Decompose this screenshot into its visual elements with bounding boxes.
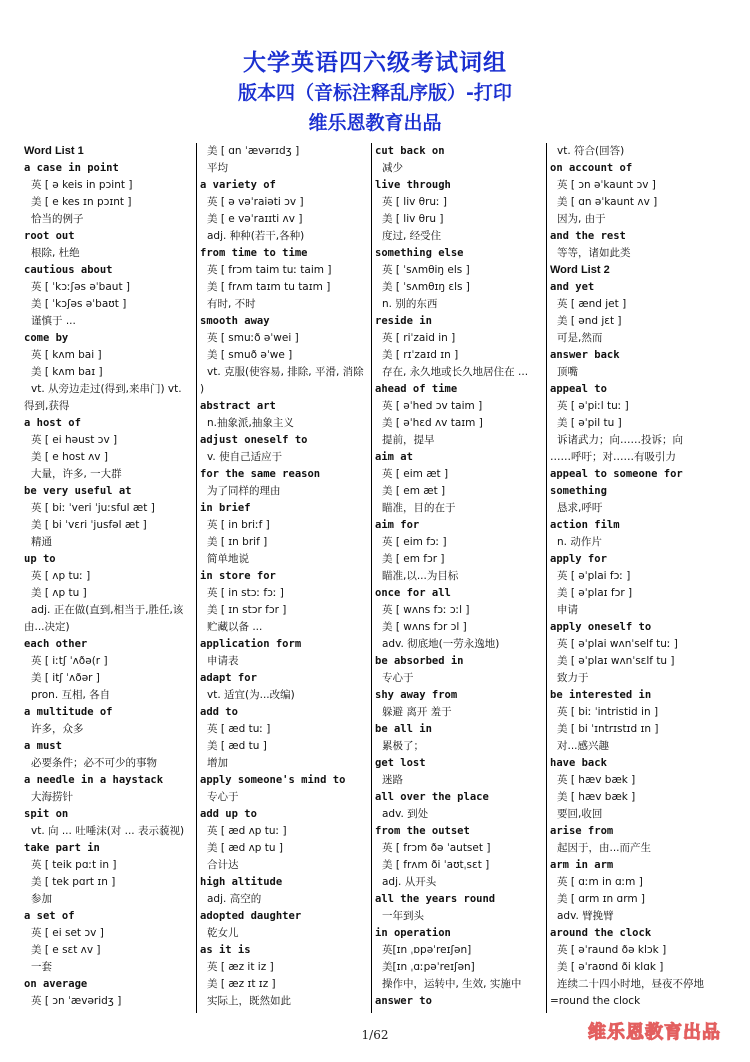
phrase-detail: 英 [ æd tuː ] <box>207 723 271 735</box>
phrase-detail: 美 [ rɪˈzaɪd ɪn ] <box>382 349 459 361</box>
phrase-detail: 美 [ em æt ] <box>382 485 446 497</box>
phrase-detail: 一套 <box>31 961 52 973</box>
phrase-detail: 大海捞针 <box>31 791 73 803</box>
phrase-term: apply for <box>550 553 607 565</box>
phrase-term: arm in arm <box>550 859 614 871</box>
phrase-detail: 等等，诸如此类 <box>557 247 631 259</box>
phrase-term: answer back <box>550 349 620 361</box>
phrase-detail: 英 [ əˈplai fɔː ] <box>557 570 631 582</box>
phrase-detail: 美 [ e sɛt ʌv ] <box>31 944 101 956</box>
phrase-term: and the rest <box>550 230 626 242</box>
phrase-detail: 专心于 <box>382 672 414 684</box>
phrase-detail: 许多，众多 <box>31 723 84 735</box>
phrase-term: a set of <box>24 910 75 922</box>
phrase-term: a needle in a haystack <box>24 774 164 786</box>
phrase-detail: 美 [ e vəˈraɪɪti ʌv ] <box>207 213 303 225</box>
phrase-term: all over the place <box>375 791 489 803</box>
phrase-detail: 瞄准，目的在于 <box>382 502 456 514</box>
phrase-detail: 英 [ kʌm bai ] <box>31 349 102 361</box>
column-divider <box>546 143 547 1013</box>
phrase-detail: n.抽象派,抽象主义 <box>207 417 294 429</box>
phrase-detail: 英 [ teik pɑːt in ] <box>31 859 117 871</box>
phrase-detail: 英 [ in stɔː fɔː ] <box>207 587 284 599</box>
phrase-term: get lost <box>375 757 426 769</box>
phrase-detail: 英 [ ə vəˈraiəti ɔv ] <box>207 196 304 208</box>
phrase-detail: 申请表 <box>207 655 239 667</box>
phrase-detail: 英 [ əˈpiːl tuː ] <box>557 400 629 412</box>
phrase-detail: 减少 <box>382 162 403 174</box>
phrase-term: be interested in <box>550 689 652 701</box>
phrase-term: adapt for <box>200 672 257 684</box>
phrase-term: high altitude <box>200 876 283 888</box>
phrase-term: something else <box>375 247 464 259</box>
phrase-term: on account of <box>550 162 633 174</box>
phrase-term: as it is <box>200 944 251 956</box>
phrase-term: appeal to <box>550 383 607 395</box>
vocab-column-3 <box>375 143 545 1013</box>
phrase-detail: 根除, 杜绝 <box>31 247 80 259</box>
phrase-detail: 操作中，运转中, 生效, 实施中 <box>382 978 522 990</box>
phrase-detail: 英 [ riˈzaid in ] <box>382 332 456 344</box>
phrase-detail: 增加 <box>207 757 228 769</box>
phrase-detail: 美 [ frʌm ði ˈaʊtˌsɛt ] <box>382 859 490 871</box>
phrase-detail: 美 [ əˈplaɪ fɔr ] <box>557 587 633 599</box>
phrase-detail: 英[ɪn ˌɒpəˈreɪʃən] <box>382 944 472 956</box>
phrase-term: appeal to someone for <box>550 468 683 480</box>
phrase-term: application form <box>200 638 302 650</box>
phrase-detail: vt. 符合(回答) <box>557 145 625 157</box>
phrase-detail: 贮藏以备 ... <box>207 621 263 633</box>
phrase-detail: 美 [ itʃ ˈʌðər ] <box>31 672 100 684</box>
phrase-term: a multitude of <box>24 706 113 718</box>
phrase-detail: 英 [ əˈraund ðə klɔk ] <box>557 944 667 956</box>
phrase-detail: adv. 彻底地(一劳永逸地) <box>382 638 500 650</box>
phrase-detail: v. 使自己适应于 <box>207 451 283 463</box>
phrase-detail: n. 别的东西 <box>382 298 438 310</box>
phrase-detail: 可是,然而 <box>557 332 603 344</box>
phrase-detail: 英 [ əˈhed ɔv taim ] <box>382 400 483 412</box>
phrase-detail: 提前，提早 <box>382 434 435 446</box>
phrase-term: a host of <box>24 417 81 429</box>
phrase-detail: 美 [ e host ʌv ] <box>31 451 108 463</box>
phrase-detail: 乾女儿 <box>207 927 239 939</box>
phrase-detail: 美 [ kʌm baɪ ] <box>31 366 103 378</box>
phrase-term: root out <box>24 230 75 242</box>
phrase-detail: 连续二十四小时地，昼夜不停地 <box>557 978 704 990</box>
phrase-detail: 美 [ wʌns fɔr ɔl ] <box>382 621 467 633</box>
phrase-term: come by <box>24 332 69 344</box>
phrase-detail: 有时, 不时 <box>207 298 256 310</box>
column-divider <box>196 143 197 1013</box>
phrase-detail: 英 [ biː ˈintristid in ] <box>557 706 659 718</box>
phrase-term: something <box>550 485 607 497</box>
phrase-term: cautious about <box>24 264 113 276</box>
phrase-detail: 英 [ ei həust ɔv ] <box>31 434 118 446</box>
phrase-term: around the clock <box>550 927 652 939</box>
phrase-term: take part in <box>24 842 100 854</box>
phrase-detail: 英 [ æz it iz ] <box>207 961 274 973</box>
phrase-term: all the years round <box>375 893 496 905</box>
phrase-detail-continued: 由...决定) <box>24 621 70 633</box>
phrase-detail: 一年到头 <box>382 910 424 922</box>
phrase-detail: adj. 从开头 <box>382 876 437 888</box>
vocab-column-1 <box>24 143 194 1013</box>
phrase-term: apply someone's mind to <box>200 774 346 786</box>
phrase-detail: 美 [ ɑn əˈkaunt ʌv ] <box>557 196 658 208</box>
word-list-heading: Word List 2 <box>550 264 610 276</box>
phrase-detail: 美 [ em fɔr ] <box>382 553 445 565</box>
phrase-term: for the same reason <box>200 468 321 480</box>
phrase-term: aim at <box>375 451 413 463</box>
phrase-detail: 起因于，由...而产生 <box>557 842 652 854</box>
phrase-detail-continued: ……呼吁；对……有吸引力 <box>550 451 676 463</box>
phrase-detail-continued: ) <box>200 383 205 395</box>
phrase-term: be all in <box>375 723 432 735</box>
phrase-detail: 恳求,呼吁 <box>557 502 603 514</box>
phrase-detail: 美 [ ɑn ˈævərɪdʒ ] <box>207 145 300 157</box>
phrase-detail: adj. 种种(若干,各种) <box>207 230 305 242</box>
phrase-detail: 美 [ bi ˈɪntrɪstɪd ɪn ] <box>557 723 659 735</box>
phrase-detail: 美 [ əˈhɛd ʌv taɪm ] <box>382 417 483 429</box>
phrase-term: in store for <box>200 570 276 582</box>
phrase-detail: 英 [ ei set ɔv ] <box>31 927 104 939</box>
phrase-term: from the outset <box>375 825 470 837</box>
phrase-term: add to <box>200 706 238 718</box>
phrase-detail: 致力于 <box>557 672 589 684</box>
phrase-detail: 申请 <box>557 604 578 616</box>
phrase-detail: 度过, 经受住 <box>382 230 442 242</box>
phrase-detail: 英 [ biː ˈveri ˈjuːsful æt ] <box>31 502 155 514</box>
phrase-term: arise from <box>550 825 614 837</box>
phrase-detail: 美 [ əˈplaɪ wʌnˈsɛlf tu ] <box>557 655 675 667</box>
phrase-detail: 诉诸武力；向……投诉；向 <box>557 434 683 446</box>
word-list-heading: Word List 1 <box>24 145 84 157</box>
phrase-term: from time to time <box>200 247 308 259</box>
phrase-term: reside in <box>375 315 432 327</box>
phrase-detail: 英 [ eim æt ] <box>382 468 449 480</box>
phrase-detail: 英 [ ə keis in pɔint ] <box>31 179 133 191</box>
phrase-detail: 美[ɪn ˌɑːpəˈreɪʃən] <box>382 961 475 973</box>
phrase-detail: 美 [ ˈkɔʃəs əˈbaʊt ] <box>31 298 127 310</box>
phrase-term: live through <box>375 179 451 191</box>
phrase-term: up to <box>24 553 56 565</box>
phrase-term: on average <box>24 978 88 990</box>
phrase-term: in operation <box>375 927 451 939</box>
phrase-detail: 合计达 <box>207 859 239 871</box>
phrase-detail: 美 [ əˈpil tu ] <box>557 417 622 429</box>
page-number: 1/62 <box>361 1028 389 1042</box>
phrase-detail: 英 [ wʌns fɔː ɔːl ] <box>382 604 470 616</box>
phrase-detail: 平均 <box>207 162 228 174</box>
watermark-logo: 维乐恩教育出品 <box>588 1022 721 1043</box>
phrase-term: in brief <box>200 502 251 514</box>
phrase-detail: 累极了； <box>382 740 424 752</box>
phrase-detail: 英 [ hæv bæk ] <box>557 774 636 786</box>
phrase-term: be very useful at <box>24 485 132 497</box>
phrase-term: answer to <box>375 995 432 1007</box>
phrase-detail: 要回,收回 <box>557 808 603 820</box>
phrase-detail: vt. 从旁边走过(得到,来串门) vt. <box>31 383 182 395</box>
phrase-term: a must <box>24 740 62 752</box>
phrase-detail: 美 [ ˈsʌmθɪŋ ɛls ] <box>382 281 470 293</box>
publisher-name: 维乐恩教育出品 <box>308 112 442 134</box>
phrase-detail: 英 [ ɔn əˈkaunt ɔv ] <box>557 179 656 191</box>
phrase-detail: 美 [ ʌp tu ] <box>31 587 87 599</box>
phrase-term: adjust oneself to <box>200 434 308 446</box>
phrase-detail: 美 [ ɪn brif ] <box>207 536 268 548</box>
phrase-detail-continued: =round the clock <box>550 995 641 1007</box>
phrase-detail: 英 [ frɔm taim tuː taim ] <box>207 264 332 276</box>
phrase-term: have back <box>550 757 607 769</box>
phrase-detail: 英 [ ʌp tuː ] <box>31 570 91 582</box>
phrase-detail: 英 [ ɔn ˈævəridʒ ] <box>31 995 122 1007</box>
phrase-detail: 英 [ ˈkɔːʃəs əˈbaut ] <box>31 281 130 293</box>
phrase-detail: 美 [ hæv bæk ] <box>557 791 636 803</box>
phrase-detail: 实际上，既然如此 <box>207 995 291 1007</box>
phrase-detail: 美 [ ɑrm ɪn ɑrm ] <box>557 893 645 905</box>
phrase-detail: vt. 适宜(为...改编) <box>207 689 295 701</box>
phrase-detail: 美 [ æd ʌp tu ] <box>207 842 284 854</box>
phrase-detail: 美 [ liv θru ] <box>382 213 444 225</box>
phrase-detail: 美 [ æz ɪt ɪz ] <box>207 978 276 990</box>
phrase-detail: pron. 互相, 各自 <box>31 689 111 701</box>
vocab-column-4 <box>550 143 725 1013</box>
phrase-detail: 美 [ bi ˈvɛri ˈjusfəl æt ] <box>31 519 147 531</box>
phrase-detail: 参加 <box>31 893 52 905</box>
phrase-term: apply oneself to <box>550 621 652 633</box>
phrase-term: action film <box>550 519 620 531</box>
phrase-term: and yet <box>550 281 595 293</box>
phrase-detail: 英 [ liv θruː ] <box>382 196 448 208</box>
phrase-term: abstract art <box>200 400 276 412</box>
phrase-detail: 英 [ ænd jet ] <box>557 298 627 310</box>
phrase-detail: 恰当的例子 <box>31 213 84 225</box>
phrase-detail: 专心于 <box>207 791 239 803</box>
vocab-column-2 <box>200 143 370 1013</box>
phrase-term: once for all <box>375 587 451 599</box>
phrase-detail: 迷路 <box>382 774 403 786</box>
phrase-detail: 英 [ in briːf ] <box>207 519 270 531</box>
phrase-detail-continued: 得到,获得 <box>24 400 70 412</box>
phrase-term: a case in point <box>24 162 119 174</box>
phrase-detail: 美 [ æd tu ] <box>207 740 267 752</box>
phrase-detail: 美 [ smuð əˈwe ] <box>207 349 293 361</box>
phrase-detail: 对...感兴趣 <box>557 740 610 752</box>
phrase-term: each other <box>24 638 88 650</box>
phrase-detail: 美 [ ənd jɛt ] <box>557 315 622 327</box>
phrase-term: ahead of time <box>375 383 458 395</box>
phrase-detail: 精通 <box>31 536 52 548</box>
phrase-detail: 美 [ ɪn stɔr fɔr ] <box>207 604 287 616</box>
phrase-detail: 英 [ æd ʌp tuː ] <box>207 825 287 837</box>
phrase-term: shy away from <box>375 689 458 701</box>
phrase-detail: 英 [ smuːð əˈwei ] <box>207 332 299 344</box>
phrase-detail: n. 动作片 <box>557 536 602 548</box>
phrase-term: add up to <box>200 808 257 820</box>
phrase-detail: 英 [ frɔm ðə ˈautset ] <box>382 842 491 854</box>
phrase-term: cut back on <box>375 145 445 157</box>
document-title: 大学英语四六级考试词组 <box>243 50 507 76</box>
phrase-detail: 英 [ iːtʃ ˈʌðə(r ] <box>31 655 108 667</box>
phrase-detail: vt. 克服(使容易, 排除, 平滑, 消除 <box>207 366 364 378</box>
phrase-detail: adv. 臂挽臂 <box>557 910 614 922</box>
phrase-detail: 英 [ eim fɔː ] <box>382 536 447 548</box>
phrase-term: be absorbed in <box>375 655 464 667</box>
phrase-detail: adj. 高空的 <box>207 893 262 905</box>
phrase-detail: 为了同样的理由 <box>207 485 281 497</box>
phrase-detail: 瞄准,以...为目标 <box>382 570 459 582</box>
phrase-detail: 美 [ frʌm taɪm tu taɪm ] <box>207 281 331 293</box>
phrase-term: aim for <box>375 519 420 531</box>
phrase-term: smooth away <box>200 315 270 327</box>
phrase-detail: 简单地说 <box>207 553 249 565</box>
phrase-detail: 存在, 永久地或长久地居住在 ... <box>382 366 529 378</box>
phrase-term: adopted daughter <box>200 910 302 922</box>
phrase-detail: 英 [ əˈplai wʌnˈself tuː ] <box>557 638 678 650</box>
phrase-detail: 顶嘴 <box>557 366 578 378</box>
phrase-detail: 美 [ tek pɑrt ɪn ] <box>31 876 116 888</box>
phrase-detail: 美 [ əˈraʊnd ði klɑk ] <box>557 961 664 973</box>
phrase-detail: 英 [ ˈsʌmθiŋ els ] <box>382 264 470 276</box>
phrase-detail: 因为, 由于 <box>557 213 606 225</box>
phrase-detail: adv. 到处 <box>382 808 429 820</box>
document-subtitle: 版本四（音标注释乱序版）-打印 <box>238 82 512 104</box>
phrase-detail: 谨慎于 ... <box>31 315 76 327</box>
phrase-detail: 躲避 离开 羞于 <box>382 706 452 718</box>
column-divider <box>371 143 372 1013</box>
phrase-term: spit on <box>24 808 69 820</box>
phrase-detail: 英 [ ɑːm in ɑːm ] <box>557 876 643 888</box>
phrase-detail: 美 [ e kes ɪn pɔɪnt ] <box>31 196 132 208</box>
phrase-detail: 必要条件；必不可少的事物 <box>31 757 157 769</box>
phrase-detail: vt. 向 ... 吐唾沫(对 ... 表示藐视) <box>31 825 185 837</box>
phrase-detail: adj. 正在做(直到,相当于,胜任,该 <box>31 604 184 616</box>
phrase-detail: 大量，许多, 一大群 <box>31 468 122 480</box>
phrase-term: a variety of <box>200 179 276 191</box>
